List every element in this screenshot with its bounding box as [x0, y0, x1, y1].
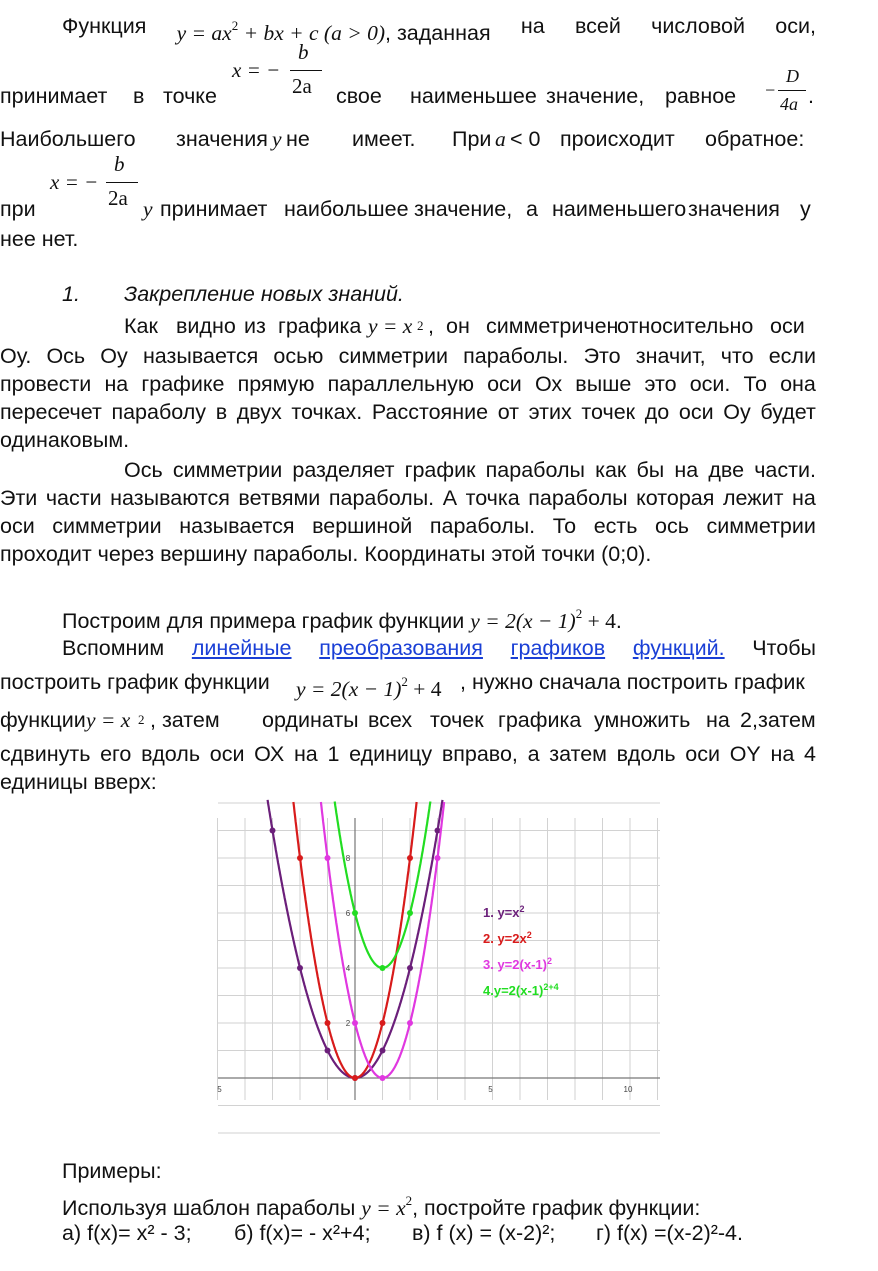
x-tick-label: 5 [217, 1085, 222, 1094]
y-tick-label: 6 [345, 909, 351, 918]
series-point [352, 1020, 358, 1026]
link-linear-transformations-2[interactable]: преобразования [319, 636, 483, 660]
x-tick-label: 5 [488, 1085, 493, 1094]
p5-line-4: сдвинуть его вдоль оси ОХ на 1 единицу вправо, а затем вдоль оси OY на 4 [0, 742, 816, 766]
series-point [325, 855, 331, 861]
p3-line-2: Эти части называются ветвями параболы. А точка параболы которая лежит на [0, 486, 816, 510]
word: числовой [651, 14, 745, 38]
word: оси, [775, 14, 816, 38]
formula-vertex-x: x = − b 2a [232, 40, 322, 102]
legend-entry-1: 1. $y=x^2$ [483, 904, 525, 920]
legend-entry-3: 3. $y=2(x-1)^2$ [483, 956, 552, 972]
p2-line-4: пересечет параболу в двух точках. Расстояние от этих точек до оси Оу будет [0, 400, 816, 424]
series-point [297, 965, 303, 971]
p2-line-2: Оу. Ось Оу называется осью симметрии параболы. Это значит, что если [0, 344, 816, 368]
example-item: а) f(x)= x² - 3; [62, 1221, 192, 1245]
series-point [270, 828, 276, 834]
x-tick-label: 10 [623, 1085, 633, 1094]
series-point [435, 855, 441, 861]
series-point [380, 965, 386, 971]
parabola-graph [218, 818, 660, 1100]
series-point [380, 1075, 386, 1081]
word: на [520, 14, 545, 38]
word: всей [574, 14, 621, 38]
series-point [352, 910, 358, 916]
p4-line: Построим для примера график функции $y = 2(x - 1)^2 + 4$. [62, 606, 622, 633]
series-point [407, 910, 413, 916]
example-item: в) f (x) = (x-2)²; [412, 1221, 556, 1245]
p5-line-1: Вспомним линейные преобразования графиков функций. Чтобы [62, 636, 816, 660]
document-page: Функция $y = ax^2$ + bx + c (a > 0), заданная на всей числовой оси, x = − b 2a − D 4a принимает в точке свое наименьшее значение, равное . Наибольшего значения y не имеет. При a < 0 происходит обратное: x = − b 2a при y принимает наибольшее значение, а наименьшего значения у нее нет. 1. Закрепление новых знаний. Как видно из графика y = x 2 , он симметричен относительно оси Оу. Ось Оу называется осью симметрии параболы. Это значит, что если провести на графике прямую параллельную оси Ох выше это оси. То она пересечет параболу в двух точках. Расстояние от этих точек до оси Оу будет одинаковым. Ось симметрии разделяет график параболы как бы на две части. Эти части называются ветвями параболы. А точка параболы которая лежит на оси симметрии называется вершиной параболы. То есть ось симметрии проходит через вершину параболы. Координаты этой точки (0;0). Построим для примера график функции $y = 2(x - 1)^2 + 4$. Вспомним линейные преобразования графиков функций. Чтобы построить график функции $y = 2(x - 1)^2 + 4$ , нужно сначала построить график функции y = x 2 , затем ординаты всех точек графика умножить на 2, затем сдвинуть его вдоль оси ОХ на 1 единицу вправо, а затем вдоль оси OY на 4 единицы вверх: 5 5 10 2 4 6 8 1. $y=x^2$ 2. $y=2x^2$ 3. $y=2(x-1)^2$ $4.y=2(x-1)^{2+4}$ Примеры: Используя шаблон параболы $y = x^2$, постройте график функции: а) f(x)= x² - 3; б) f(x)= - x²+4; в) f (x) = (x-2)²; г) f(x) =(x-2)²-4. [0, 0, 816, 1271]
example-item: г) f(x) =(x-2)²-4. [596, 1221, 743, 1245]
formula-min-value: − D 4a [764, 64, 812, 120]
link-linear-transformations-1[interactable]: линейные [191, 636, 292, 660]
legend-entry-2: 2. $y=2x^2$ [483, 930, 532, 946]
formula-vertex-x-2: x = − b 2a [50, 152, 140, 214]
chart-svg [218, 818, 660, 1100]
series-point [407, 1020, 413, 1026]
series-point [407, 965, 413, 971]
y-tick-label: 4 [345, 964, 351, 973]
series-point [297, 855, 303, 861]
p1-line-5: нее нет. [0, 227, 79, 251]
legend-entry-4: $4.y=2(x-1)^{2+4}$ [483, 982, 559, 998]
series-point [407, 855, 413, 861]
series-point [325, 1048, 331, 1054]
p2-line-3: провести на графике прямую параллельную оси Ох выше это оси. То она [0, 372, 816, 396]
series-point [325, 1020, 331, 1026]
p3-line-4: проходит через вершину параболы. Координаты этой точки (0;0). [0, 542, 652, 566]
formula-quadratic: $y = ax^2$ + bx + c (a > 0), заданная [176, 18, 491, 45]
series-point [380, 1048, 386, 1054]
p3-line-3: оси симметрии называется вершиной параболы. То есть ось симметрии [0, 514, 816, 538]
series-point [380, 1020, 386, 1026]
link-linear-transformations-4[interactable]: функций. [632, 636, 725, 660]
y-tick-label: 2 [345, 1019, 351, 1028]
p2-line-5: одинаковым. [0, 428, 130, 452]
p1-line-1 [0, 12, 816, 47]
p5-line-5: единицы вверх: [0, 770, 157, 794]
examples-instruction: Используя шаблон параболы $y = x^2$, постройте график функции: [62, 1193, 701, 1220]
y-tick-label: 8 [345, 854, 351, 863]
examples-title: Примеры: [62, 1159, 162, 1183]
example-item: б) f(x)= - x²+4; [234, 1221, 371, 1245]
link-linear-transformations-3[interactable]: графиков [510, 636, 606, 660]
series-point [352, 1075, 358, 1081]
p3-line-1: Ось симметрии разделяет график параболы как бы на две части. [124, 458, 816, 482]
word: Функция [62, 14, 147, 38]
